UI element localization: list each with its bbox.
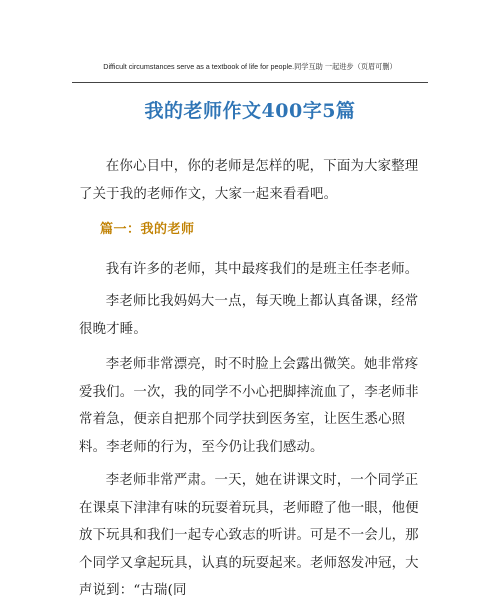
document-title: 我的老师作文400字5篇 [144,100,356,122]
section-heading: 篇一：我的老师 [100,222,195,237]
intro-paragraph: 在你心目中，你的老师是怎样的呢，下面为大家整理了关于我的老师作文，大家一起来看看吧。 [79,159,419,202]
paragraph-1: 我有许多的老师，其中最疼我们的是班主任李老师。 [105,262,419,277]
paragraph-2: 李老师比我妈妈大一点，每天晚上都认真备课，经常很晚才睡。 [79,294,419,337]
header-divider [72,82,428,83]
paragraph-3: 李老师非常漂亮，时不时脸上会露出微笑。她非常疼爱我们。一次，我的同学不小心把脚摔流血了，李老师非常着急，便亲自把那个同学扶到医务室，让医生悉心照料。李老师的行为，至今仍让我们感动。 [79,357,419,455]
paragraph-4: 李老师非常严肃。一天，她在讲课文时，一个同学正在课桌下津津有味的玩耍着玩具，老师瞪了他一眼，他便放下玩具和我们一起专心致志的听讲。可是不一会儿，那个同学又拿起玩具，认真的玩耍起来。老师怒发冲冠，大声说到：“古瑞(同 [79,473,419,598]
page-header: Difficult circumstances serve as a textbook of life for people.同学互助 一起进步（页眉可删） [103,62,397,71]
